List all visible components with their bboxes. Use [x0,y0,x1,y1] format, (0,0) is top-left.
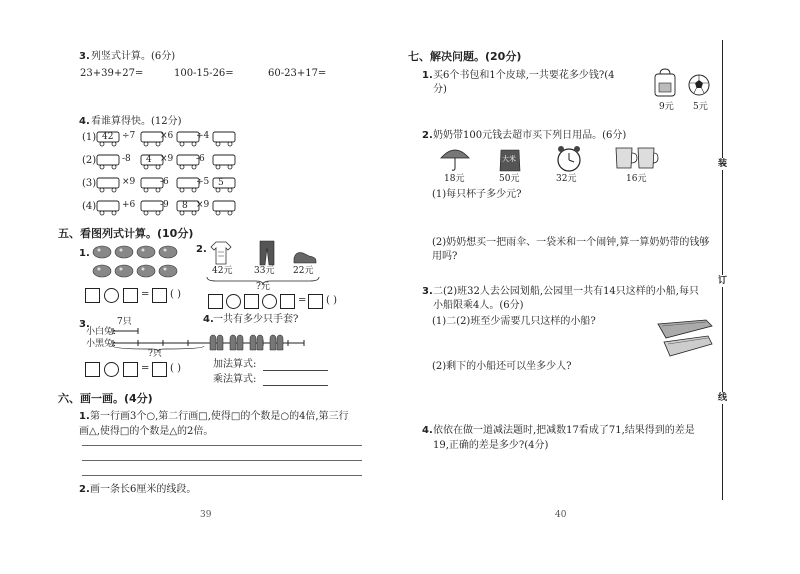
q4-operation-label: ×6 [160,131,174,141]
r-q3-sub1: (1)二(2)班至少需要几只这样的小船? [432,316,596,327]
q3-expr-1: 23+39+27= [80,68,144,79]
schoolbag-image [652,68,678,98]
q4-car-value[interactable]: 42 [102,132,114,142]
s5-p4-mul-label: 乘法算式: [213,374,257,385]
s5-p3-circle-1[interactable] [104,362,119,377]
q4-operation-label: ÷7 [122,131,136,141]
section-5-title: 五、看图列式计算。(10分) [58,227,194,240]
s5-p1-circle-1[interactable] [104,288,119,303]
q3-expr-2: 100-15-26= [174,68,234,79]
s5-p2-box-2[interactable] [244,294,259,309]
page-number-left: 39 [200,510,212,520]
s5-p3-number: 3. [79,319,90,330]
umbrella-price: 18元 [444,174,465,184]
r-q1-line1: 买6个书包和1个皮球,一共要花多少钱?(4 [433,70,615,81]
q4-operation-label: -6 [196,154,205,164]
q4-operation-label: ÷5 [196,177,210,187]
s5-p1-unit-paren: ( ) [170,289,181,300]
s5-p3-box-1[interactable] [85,362,100,377]
bag-price-label: 9元 [659,102,674,112]
q4-operation-label: -9 [160,200,169,210]
q3-number: 3. [79,51,90,62]
rice-price: 50元 [499,174,520,184]
clock-price: 32元 [556,174,577,184]
s5-p3-gray-label: 小黑兔: [86,339,117,349]
s6-p2-text: 画一条长6厘米的线段。 [90,484,197,495]
s5-p2-box-4[interactable] [308,294,323,309]
boats-image [656,318,714,358]
q3-title: 列竖式计算。(6分) [91,51,176,62]
s5-p1-equals: = [141,289,150,300]
q4-title: 看谁算得快。(12分) [91,116,182,127]
s5-p4-add-answer-line[interactable] [263,370,328,371]
section-6-title: 六、画一画。(4分) [58,392,153,405]
s6-p1-draw-line-1[interactable] [82,445,362,446]
s6-p1-draw-line-2[interactable] [82,460,362,461]
s6-p1-line1: 第一行画3个○,第二行画□,使得□的个数是○的4倍,第三行 [90,411,349,422]
s5-p3-unit-paren: ( ) [170,363,181,374]
r-q1-number: 1. [422,70,433,81]
s5-p4-title: 一共有多少只手套? [213,314,299,325]
s6-p1-number: 1. [79,411,90,422]
umbrella-image [440,146,470,172]
q3-expr-3: 60-23+17= [268,68,327,79]
s5-p4-mul-answer-line[interactable] [263,385,328,386]
q4-car-value[interactable]: 5 [218,178,224,188]
binding-line [722,40,723,500]
s6-p2-number: 2. [79,484,90,495]
q4-operation-label: ×9 [196,200,210,210]
r-q2-number: 2. [422,130,433,141]
s5-p1-box-3[interactable] [152,288,167,303]
r-q2-sub2-line1: (2)奶奶想买一把雨伞、一袋米和一个闹钟,算一算奶奶带的钱够 [432,237,710,248]
s5-p4-add-label: 加法算式: [213,359,257,370]
s5-p2-price-shoes: 22元 [293,266,314,276]
q4-operation-label: ×9 [160,154,174,164]
r-q4-line2: 19,正确的差是多少?(4分) [433,440,549,451]
q4-train-car [212,200,236,216]
q4-train-car [212,177,236,193]
s5-p3-question-label: ?只 [148,349,162,359]
r-q3-line1: 二(2)班32人去公园划船,公园里一共有14只这样的小船,每只 [433,286,699,297]
q4-car-value[interactable]: 8 [182,201,188,211]
s5-p1-box-2[interactable] [123,288,138,303]
q4-number: 4. [79,116,90,127]
s5-p1-number: 1. [79,248,90,259]
section-7-title: 七、解决问题。(20分) [408,50,522,63]
cup-price: 16元 [626,174,647,184]
alarm-clock-image [556,145,582,173]
q4-operation-label: ×9 [122,177,136,187]
r-q2-title: 奶奶带100元钱去超市买下列日用品。(6分) [433,130,627,141]
s5-p2-number: 2. [196,244,207,255]
s5-p2-circle-2[interactable] [262,294,277,309]
s5-p2-circle-1[interactable] [226,294,241,309]
trousers-image [259,240,275,266]
q4-car-value[interactable]: 4 [146,155,152,165]
q4-train-car [212,131,236,147]
q4-row-label: (2) [82,155,97,166]
s5-p2-equals: = [298,295,307,306]
binding-char-1: 装 [718,159,728,169]
q4-train-car [212,154,236,170]
q4-row-label: (4) [82,201,97,212]
s5-p2-unit-paren: ( ) [326,295,337,306]
q4-train-car [96,154,120,170]
s5-p3-white-label: 小白兔: [86,327,117,337]
mushroom-group-image [92,244,202,280]
shoes-image [293,250,317,264]
ball-price-label: 5元 [693,102,708,112]
gloves-image [208,332,288,352]
binding-char-2: 订 [718,276,728,286]
s5-p2-box-1[interactable] [208,294,223,309]
q4-row-label: (1) [82,132,97,143]
q4-train-car [96,200,120,216]
q4-train-car [96,177,120,193]
s5-p2-price-shirt: 42元 [212,266,233,276]
r-q3-line2: 小船限乘4人。(6分) [433,300,524,311]
r-q4-line1: 依依在做一道减法题时,把减数17看成了71,结果得到的差是 [433,425,695,436]
s5-p2-price-trousers: 33元 [254,266,275,276]
s5-p3-equals: = [141,363,150,374]
s5-p1-box-1[interactable] [85,288,100,303]
r-q3-sub2: (2)剩下的小船还可以坐多少人? [432,361,572,372]
s5-p4-number: 4. [203,314,214,325]
s5-p3-box-3[interactable] [152,362,167,377]
s5-p3-box-2[interactable] [123,362,138,377]
q4-operation-label: -6 [160,177,169,187]
q4-row-label: (3) [82,178,97,189]
s5-p3-seven-label: 7只 [117,317,132,327]
q4-operation-label: +6 [122,200,136,210]
r-q4-number: 4. [422,425,433,436]
r-q1-line2: 分) [433,84,447,95]
q4-operation-label: -8 [122,154,131,164]
r-q3-number: 3. [422,286,433,297]
cups-image [614,146,658,172]
football-image [688,74,710,96]
rice-bag-label: 大米 [502,155,516,163]
binding-char-3: 线 [718,393,728,403]
s6-p1-line2: 画△,使得□的个数是△的2倍。 [79,426,214,437]
page-number-right: 40 [555,510,567,520]
s6-p1-draw-line-3[interactable] [82,475,362,476]
r-q2-sub2-line2: 用吗? [432,251,458,262]
r-q2-sub1: (1)每只杯子多少元? [432,189,522,200]
s5-p2-box-3[interactable] [280,294,295,309]
s5-p2-total-label: ?元 [256,282,270,292]
shirt-image [211,241,231,265]
q4-operation-label: ÷4 [196,131,210,141]
